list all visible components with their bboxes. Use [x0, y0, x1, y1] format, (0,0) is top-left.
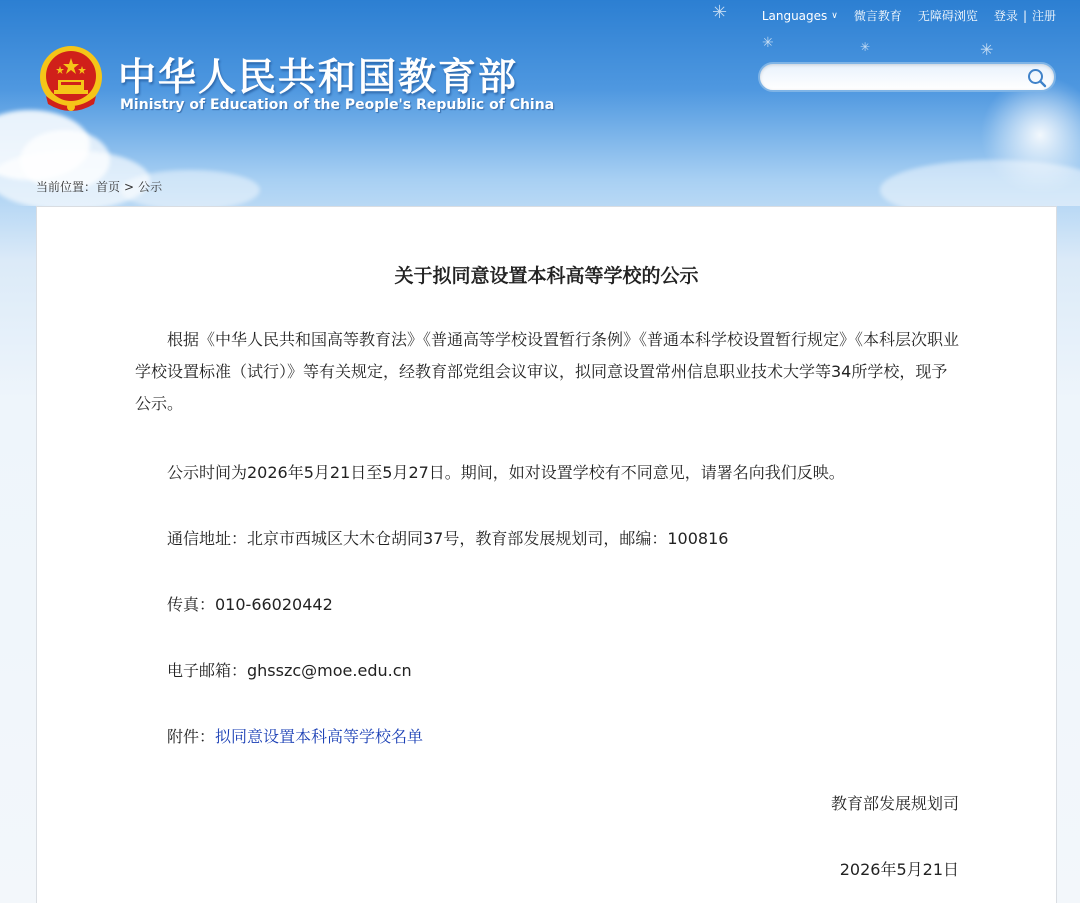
signature-department: 教育部发展规划司 [830, 794, 959, 813]
article-title: 关于拟同意设置本科高等学校的公示 [394, 265, 699, 287]
national-emblem-icon[interactable] [38, 44, 104, 114]
breadcrumb-current[interactable]: 公示 [138, 180, 163, 194]
languages-label: Languages [761, 8, 828, 23]
login-link[interactable]: 登录 [993, 9, 1018, 23]
seed-decoration: ✳ [762, 35, 774, 51]
search-icon[interactable] [1026, 67, 1048, 89]
breadcrumb-home-link[interactable]: 首页 [96, 180, 121, 194]
attachment-line [167, 724, 423, 747]
search-box [758, 62, 1056, 92]
article-paragraph-period: 公示时间为2026年5月21日至5月27日。期间，如对设置学校有不同意见，请署名向我们反映。 [167, 463, 845, 482]
contact-email: 电子邮箱：ghsszc@moe.edu.cn [167, 661, 412, 680]
divider: | [1022, 9, 1027, 23]
contact-address: 通信地址：北京市西城区大木仓胡同37号，教育部发展规划司，邮编：100816 [167, 529, 729, 548]
chevron-down-icon: ∨ [831, 10, 838, 21]
seed-decoration: ✳ [712, 2, 728, 23]
article-paragraph-basis: 根据《中华人民共和国高等教育法》《普通高等学校设置暂行条例》《普通本科学校设置暂行规定》《本科层次职业学校设置标准（试行）》等有关规定，经教育部党组会议审议，拟同意设置常州信息职业技术大学等34所学校，现予公示。 [135, 330, 960, 413]
breadcrumb [36, 178, 162, 195]
accessibility-link[interactable]: 无障碍浏览 [917, 9, 978, 23]
article-container [36, 206, 1057, 903]
attachment-label: 附件： [167, 727, 216, 746]
contact-fax: 传真：010-66020442 [167, 595, 333, 614]
site-title-english[interactable]: Ministry of Education of the People's Republic of China [120, 97, 555, 113]
breadcrumb-label: 当前位置： [36, 180, 97, 194]
weiyan-link[interactable]: 微言教育 [853, 9, 902, 23]
site-header [0, 0, 1080, 206]
breadcrumb-separator: > [124, 180, 135, 194]
site-title-chinese[interactable]: 中华人民共和国教育部 [118, 55, 519, 99]
seed-decoration: ✳ [860, 40, 871, 54]
search-input[interactable] [772, 68, 1026, 88]
login-register-group [994, 7, 1056, 24]
languages-menu[interactable] [762, 9, 838, 23]
top-navigation [746, 7, 1056, 24]
signature-date: 2026年5月21日 [839, 860, 959, 879]
seed-decoration: ✳ [980, 40, 994, 59]
register-link[interactable]: 注册 [1031, 9, 1056, 23]
attachment-link[interactable]: 拟同意设置本科高等学校名单 [215, 727, 424, 746]
